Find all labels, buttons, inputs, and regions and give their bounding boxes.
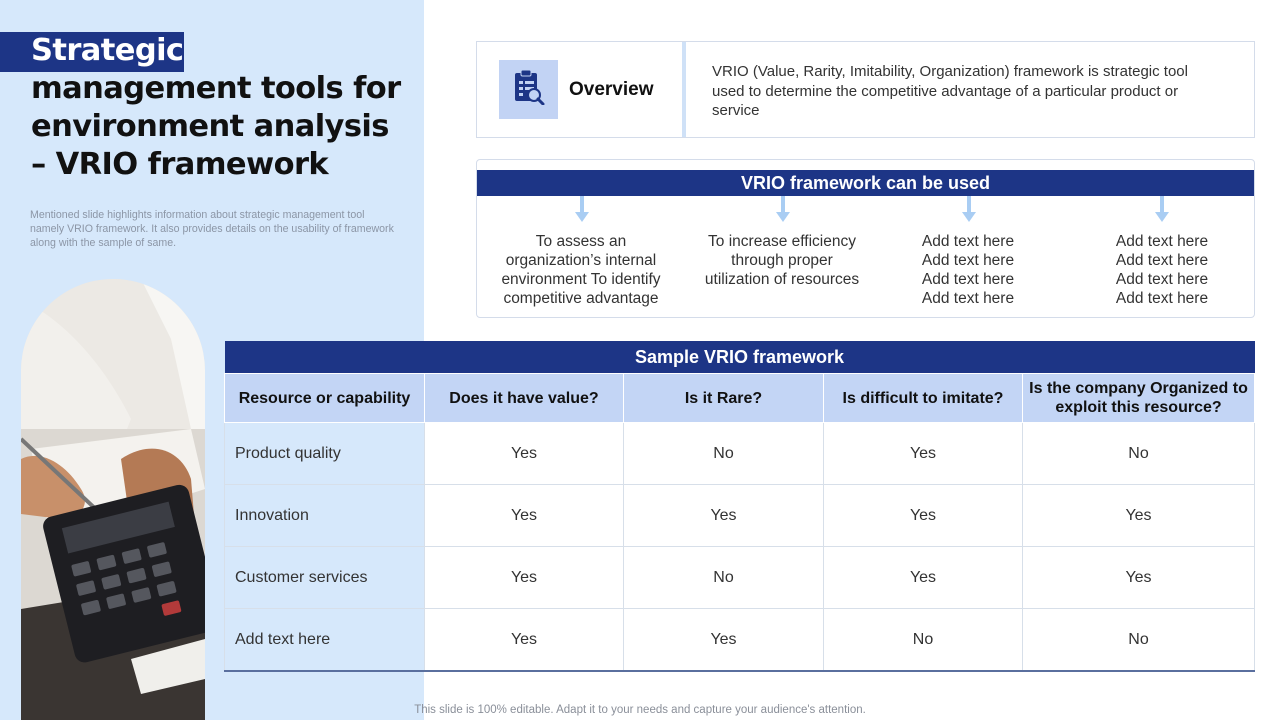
use-item: To assess an organization’s internal environment To identify competitive advantage [501, 233, 661, 307]
table-cell: Yes [425, 485, 624, 547]
table-cell: Yes [1023, 547, 1255, 609]
title-first-word: Strategic [31, 33, 184, 68]
table-cell: Yes [824, 423, 1023, 485]
table-title-row [225, 341, 1255, 374]
down-arrow-icon [1155, 196, 1169, 224]
use-item: To increase efficiency through proper utilization of resources [704, 233, 860, 288]
overview-divider [682, 42, 686, 137]
hands-calculator-photo [21, 279, 205, 720]
table-cell: No [1023, 423, 1255, 485]
slide-title [31, 32, 411, 184]
column-header: Does it have value? [425, 374, 624, 423]
table-cell: Yes [624, 485, 824, 547]
down-arrow-icon [776, 196, 790, 224]
table-title: Sample VRIO framework [225, 341, 1255, 374]
table-cell: Product quality [225, 423, 425, 485]
table-header-row [225, 374, 1255, 423]
uses-box [476, 159, 1255, 318]
down-arrow-icon [575, 196, 589, 224]
overview-icon-tile [499, 60, 558, 119]
table-cell: Add text here [225, 609, 425, 672]
table-cell: No [824, 609, 1023, 672]
table-cell: No [1023, 609, 1255, 672]
table-row [225, 547, 1255, 609]
use-item: Add text here Add text here Add text here Add text here [921, 233, 1015, 307]
table-row [225, 423, 1255, 485]
column-header: Resource or capability [225, 374, 425, 423]
use-item: Add text here Add text here Add text here Add text here [1115, 233, 1209, 307]
table-cell: Yes [1023, 485, 1255, 547]
column-header: Is it Rare? [624, 374, 824, 423]
table-cell: Yes [824, 485, 1023, 547]
table-cell: Yes [425, 547, 624, 609]
uses-header: VRIO framework can be used [477, 170, 1254, 196]
overview-box [476, 41, 1255, 138]
table-cell: Customer services [225, 547, 425, 609]
table-cell: Yes [425, 609, 624, 672]
title-rest: management tools for environment analysis – VRIO framework [31, 71, 401, 182]
table-cell: Yes [824, 547, 1023, 609]
down-arrow-icon [962, 196, 976, 224]
table-row [225, 485, 1255, 547]
slide-description: Mentioned slide highlights information about strategic management tool namely VRIO framework. It also provides details on the usability of framework along with the sample of same. [30, 209, 394, 249]
table-cell: Yes [624, 609, 824, 672]
column-header: Is difficult to imitate? [824, 374, 1023, 423]
column-header: Is the company Organized to exploit this resource? [1023, 374, 1255, 423]
table-cell: No [624, 423, 824, 485]
table-cell: Yes [425, 423, 624, 485]
overview-label: Overview [569, 79, 654, 100]
vrio-table [224, 341, 1255, 672]
clipboard-search-icon [512, 69, 546, 110]
overview-text: VRIO (Value, Rarity, Imitability, Organization) framework is strategic tool used to determine the competitive advantage of a particular product or service [712, 63, 1188, 119]
slide-footer: This slide is 100% editable. Adapt it to your needs and capture your audience's attention. [414, 704, 866, 716]
table-cell: No [624, 547, 824, 609]
table-cell: Innovation [225, 485, 425, 547]
table-row [225, 609, 1255, 672]
